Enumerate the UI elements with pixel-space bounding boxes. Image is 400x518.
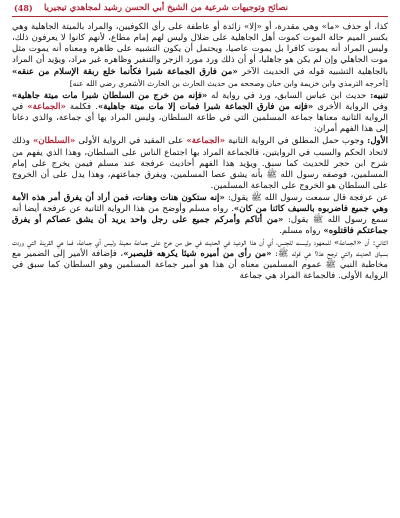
p4-text-c: رواه مسلم. xyxy=(279,225,324,236)
p3-text-a: وجوب حمل المطلق في الرواية الثانية xyxy=(225,136,368,147)
paragraph-1 xyxy=(12,22,388,90)
p4-hadith-quote-2: «من أتاكم وأمركم جميع على رجل واحد يريد أن يشق عصاكم أو يفرق جماعتكم فاقتلوه» xyxy=(12,214,388,236)
p3-term-jamaa: «الجماعة» xyxy=(186,136,226,147)
p4-text-a: عن عرفجة قال سمعت رسول الله ﷺ يقول: xyxy=(224,192,388,203)
p1-citation: [أخرجه الترمذي وابن خزيمة وابن حبان وصححه من حديث الحارث بن الحارث الأشعري رضي الله عنه] xyxy=(69,79,388,89)
p2-text-d: في الرواية الثانية معناها جماعة المسلمين التي في طاعة السلطان، وليس المراد بها أي جماعة، والذي دعانا إلى هذا الفهم أمران: xyxy=(12,102,388,135)
p2-text-c: . فكلمة xyxy=(65,102,98,113)
first-point-label: الأول: xyxy=(367,136,388,147)
p1-text: كذا، أو حذف «ما» وهي مقدرة، أو «إلا» زائدة أو عاطفة على رأي الكوفيين، والمراد بالميتة الجاهلية وهي بكسر الميم حالة الموت كموت أهل الجاهلية على ضلال وليس لهم إمام مطاع، لأنهم كانوا لا يعرفون ذلك، وليس المراد أنه يموت كافرا بل يموت عاصيا، ويحتمل أن يكون التشبيه على ظاهره ومعناه أنه يموت مثل موت الجاهلي وإن لم يكن هو جاهليا، أو أن ذلك ورد مورد الزجر والتنفير وظاهره غير مراد، ويؤيد أن المراد بالجاهلية التشبيه قوله في الحديث الآخر xyxy=(12,22,389,78)
page-header xyxy=(0,0,400,19)
p2-hadith-quote-2: «فإنه من فارق الجماعة شبرا فمات إلا مات ميتة جاهلية» xyxy=(97,102,314,113)
paragraph-4 xyxy=(12,193,388,237)
paragraph-2 xyxy=(12,91,388,135)
p2-text-b: وفي الرواية الأخرى xyxy=(313,102,388,113)
page-body xyxy=(12,22,388,514)
p5-hadith-quote: «من رأى من أميره شيئا يكرهه فليصبر» xyxy=(123,248,272,259)
p5-text-a: الثاني: أن «الجماعة» للمعهود وليست للجنس، أي أن هذا الوعيد في الحديث في حق من خرج على جماعة معينة وليس أي جماعة، فما هي القرينة التي وردت بسياق الحديث والتي ترجح هذا؟ هي قوله ﷺ: xyxy=(12,237,389,259)
header-title: نصائح وتوجيهات شرعية من الشيخ أبي الحسن رشيد لمجاهدي تيجيريا xyxy=(44,3,288,13)
p3-term-sultan: «السلطان» xyxy=(32,136,76,147)
paragraph-3 xyxy=(12,136,388,191)
p1-hadith-quote: «من فارق الجماعة شبرا فكأنما خلع ربقة الإسلام من عنقه» xyxy=(12,67,238,78)
paragraph-5 xyxy=(12,238,388,282)
p2-hadith-quote-1: «فإنه من خرج من السلطان شبرا مات ميتة جاهلية» xyxy=(12,91,208,102)
p4-hadith-quote-1: «إنه ستكون هنات وهنات، فمن أراد أن يفرق أمر هذه الأمة وهي جميع فاضربوه بالسيف كائنا من كان» xyxy=(12,192,389,214)
p2-term-jamaa: «الجماعة» xyxy=(27,102,66,113)
page-number: (48) xyxy=(14,3,33,13)
p3-text-c: وذلك لاتحاد الحكم والسبب في الروايتين، فالجماعة المراد بها اجتماع الناس على السلطان، وهذا الذي يفهم من شرح ابن حجر للحديث كما سبق. ويؤيد هذا الفهم أحاديث عرفجة عند مسلم فيمن يخرج على إمام المسلمين، فوصفه رسول الله ﷺ بأنه يشق عصا المسلمين، ويفرق جماعتهم، وهذا يدل على أن الخروج على السلطان هو الخروج على الجماعة المسلمين. xyxy=(12,136,388,191)
p5-text-b: ، فإضافة الأمير إلى الضمير مع مخاطبة النبي ﷺ عموم المسلمين معناه أن هذا هو أمير جماعة المسلمين وهو السلطان كما سبق في الرواية الأولى. فالجماعة المراد هي جماعة xyxy=(12,248,388,282)
p3-text-b: على المقيد في الرواية الأولى xyxy=(75,136,187,147)
tanbih-label: تنبيه: xyxy=(370,91,389,102)
p2-text-a: حديث ابن عباس السابق، ورد في رواية له xyxy=(207,91,371,102)
header-divider xyxy=(12,16,388,17)
p4-text-b: . رواه مسلم وأوضح من هذا الرواية الثانية عن عرفجة أيضا أنه سمع رسول الله ﷺ يقول: xyxy=(12,203,389,225)
